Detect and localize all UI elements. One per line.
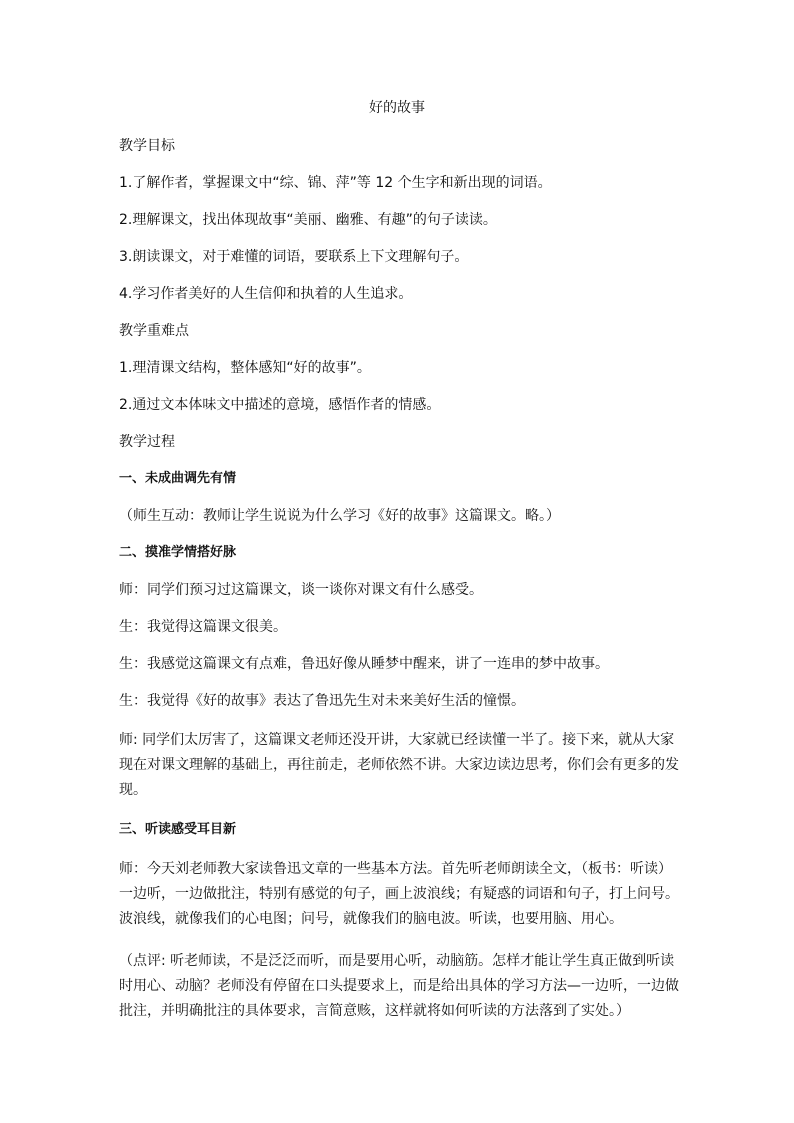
objective-item: 3.朗读课文，对于难懂的词语，要联系上下文理解句子。 <box>119 249 469 265</box>
objective-item: 2.理解课文，找出体现故事“美丽、幽雅、有趣”的句子读读。 <box>119 212 497 228</box>
difficulties-heading: 教学重难点 <box>119 323 189 339</box>
dialogue-line: 生：我感觉这篇课文有点难，鲁迅好像从睡梦中醒来，讲了一连串的梦中故事。 <box>119 656 609 672</box>
part2-heading: 二、摸准学情搭好脉 <box>119 545 237 560</box>
document-page <box>119 98 679 1041</box>
dialogue-line: 生：我觉得《好的故事》表达了鲁迅先生对未来美好生活的憧憬。 <box>119 693 525 709</box>
part1-text: （师生互动：教师让学生说说为什么学习《好的故事》这篇课文。略。） <box>119 508 560 524</box>
part3-heading: 三、听读感受耳目新 <box>119 822 237 837</box>
dialogue-line: 生：我觉得这篇课文很美。 <box>119 619 287 635</box>
objectives-heading: 教学目标 <box>119 138 175 154</box>
difficulty-item: 2.通过文本体味文中描述的意境，感悟作者的情感。 <box>119 397 441 413</box>
difficulty-item: 1.理清课文结构，整体感知“好的故事”。 <box>119 360 371 376</box>
objective-item: 4.学习作者美好的人生信仰和执着的人生追求。 <box>119 286 413 302</box>
dialogue-line: 师：同学们预习过这篇课文，谈一谈你对课文有什么感受。 <box>119 582 483 598</box>
process-heading: 教学过程 <box>119 434 175 450</box>
document-title: 好的故事 <box>369 100 425 116</box>
objective-item: 1.了解作者，掌握课文中“综、锦、萍”等 12 个生字和新出现的词语。 <box>119 175 552 191</box>
part2-teacher-paragraph: 师: 同学们太厉害了，这篇课文老师还没开讲，大家就已经读懂一半了。接下来，就从大家现在对课文理解的基础上，再往前走，老师依然不讲。大家边读边思考，你们会有更多的发现。 <box>119 732 679 798</box>
part3-comment-paragraph: （点评: 听老师读，不是泛泛而听，而是要用心听，动脑筋。怎样才能让学生真正做到听读时用心、动脑？老师没有停留在口头提要求上，而是给出具体的学习方法—一边听，一边做批注，并明确批注的具体要求，言简意赅，这样就将如何听读的方法落到了实处。） <box>119 953 679 1019</box>
part3-teacher-paragraph: 师：今天刘老师教大家读鲁迅文章的一些基本方法。首先听老师朗读全文，（板书：听读）一边听，一边做批注，特别有感觉的句子，画上波浪线；有疑惑的词语和句子，打上问号。波浪线，就像我们的心电图；问号，就像我们的脑电波。听读，也要用脑、用心。 <box>119 861 679 927</box>
part1-heading: 一、未成曲调先有情 <box>119 471 237 486</box>
